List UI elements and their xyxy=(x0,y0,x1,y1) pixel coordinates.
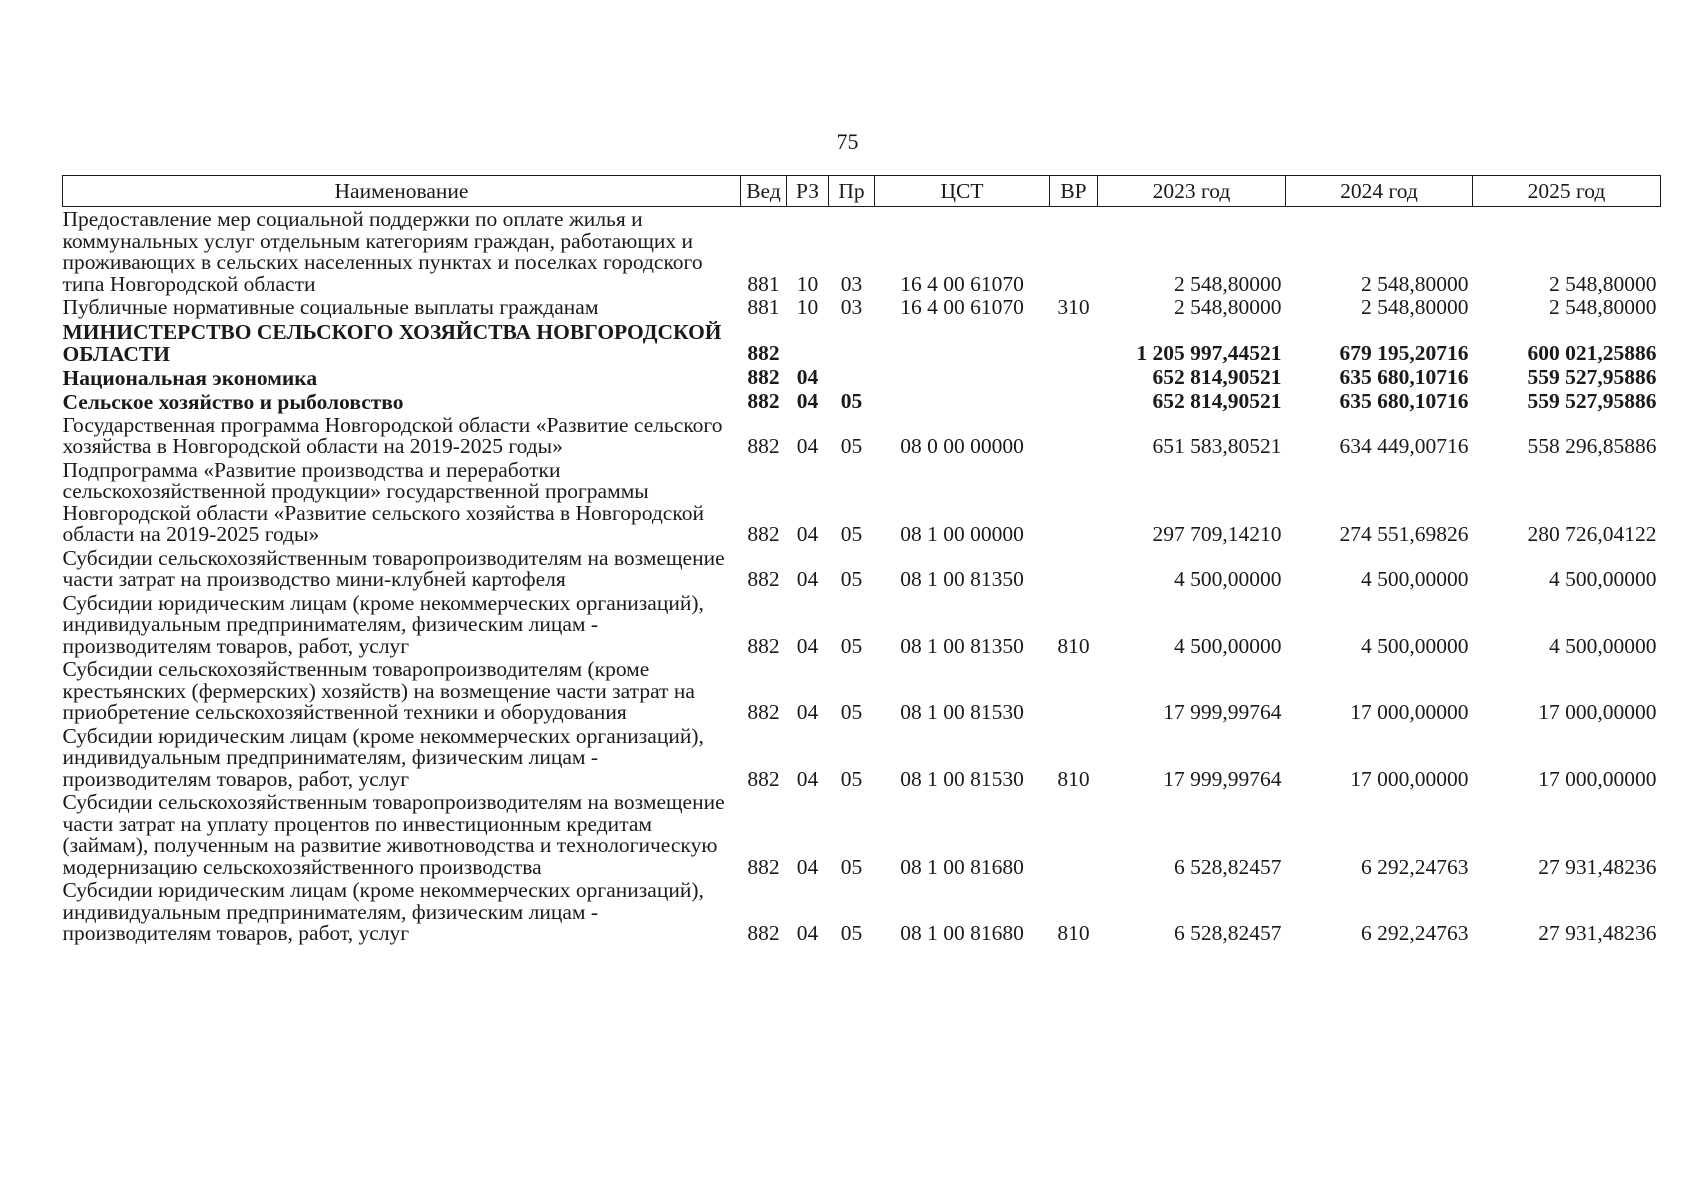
cell-vr xyxy=(1050,657,1098,724)
column-header-cst: ЦСТ xyxy=(875,176,1050,207)
cell-2025: 559 527,95886 xyxy=(1527,365,1657,389)
column-header-name: Наименование xyxy=(63,176,741,207)
cell-rz: 04 xyxy=(796,854,819,879)
cell-2024: 635 680,10716 xyxy=(1339,365,1469,389)
cell-name: Субсидии юридическим лицам (кроме некоммерческих организаций), индивидуальным предпринимателям, физическим лицам - производителям товаров, работ, услуг xyxy=(62,723,704,791)
cell-pr: 05 xyxy=(840,921,863,945)
table-body xyxy=(63,207,1661,945)
column-header-2024: 2024 год xyxy=(1286,176,1473,207)
cell-ved: 882 xyxy=(747,365,780,389)
table-row xyxy=(63,790,1661,878)
cell-cst: 08 1 00 81530 xyxy=(900,700,1024,724)
cell-cst: 16 4 00 61070 xyxy=(900,271,1024,296)
cell-rz: 10 xyxy=(796,271,819,296)
cell-2025: 2 548,80000 xyxy=(1549,295,1657,319)
cell-cst: 08 1 00 81680 xyxy=(900,921,1024,945)
cell-pr: 05 xyxy=(840,700,863,724)
cell-pr xyxy=(829,365,875,389)
cell-name: Сельское хозяйство и рыболовство xyxy=(62,389,404,414)
cell-rz: 04 xyxy=(796,567,819,591)
cell-2025: 4 500,00000 xyxy=(1549,633,1657,658)
cell-2025: 558 296,85886 xyxy=(1527,434,1657,458)
cell-cst: 08 1 00 00000 xyxy=(900,522,1024,546)
cell-name: Субсидии юридическим лицам (кроме некоммерческих организаций), индивидуальным предпринимателям, физическим лицам - производителям товаров, работ, услуг xyxy=(62,590,704,658)
cell-pr: 05 xyxy=(840,522,863,546)
cell-cst: 16 4 00 61070 xyxy=(900,295,1024,319)
cell-2024: 274 551,69826 xyxy=(1339,522,1469,546)
cell-2024: 4 500,00000 xyxy=(1361,633,1469,658)
table-row xyxy=(63,365,1661,389)
cell-2025: 27 931,48236 xyxy=(1538,854,1657,879)
cell-2023: 297 709,14210 xyxy=(1152,522,1282,546)
cell-vr xyxy=(1050,546,1098,591)
cell-2024: 17 000,00000 xyxy=(1350,766,1469,791)
cell-name: Субсидии сельскохозяйственным товаропроизводителям (кроме крестьянских (фермерских) хозяйств) на возмещение части затрат на приобретение сельскохозяйственной техники и оборудования xyxy=(62,657,695,724)
cell-cst: 08 1 00 81680 xyxy=(900,854,1024,879)
cell-2025: 27 931,48236 xyxy=(1538,921,1657,945)
table-row xyxy=(63,295,1661,319)
cell-ved: 882 xyxy=(747,854,780,879)
cell-2024: 6 292,24763 xyxy=(1361,854,1469,879)
cell-vr xyxy=(1050,458,1098,546)
cell-ved: 882 xyxy=(747,921,780,945)
cell-cst: 08 0 00 00000 xyxy=(900,434,1024,458)
column-header-2023: 2023 год xyxy=(1098,176,1286,207)
cell-rz: 04 xyxy=(796,434,819,458)
cell-ved: 882 xyxy=(747,700,780,724)
cell-2023: 4 500,00000 xyxy=(1174,567,1282,591)
cell-2025: 4 500,00000 xyxy=(1549,567,1657,591)
cell-ved: 882 xyxy=(747,434,780,458)
cell-pr: 05 xyxy=(840,389,863,413)
column-header-rz: РЗ xyxy=(787,176,829,207)
cell-2023: 651 583,80521 xyxy=(1152,434,1282,458)
page-number: 75 xyxy=(836,129,859,154)
cell-name: Субсидии сельскохозяйственным товаропроизводителям на возмещение части затрат на производство мини-клубней картофеля xyxy=(62,545,725,591)
cell-2023: 17 999,99764 xyxy=(1163,766,1282,791)
cell-vr xyxy=(1050,365,1098,389)
cell-2024: 6 292,24763 xyxy=(1361,921,1469,945)
table-row xyxy=(63,207,1661,296)
cell-2024: 679 195,20716 xyxy=(1339,341,1469,365)
cell-ved: 882 xyxy=(747,633,780,658)
cell-vr: 310 xyxy=(1057,295,1090,319)
cell-2023: 2 548,80000 xyxy=(1174,295,1282,319)
cell-cst: 08 1 00 81350 xyxy=(900,633,1024,658)
cell-cst xyxy=(875,389,1050,413)
cell-2023: 4 500,00000 xyxy=(1174,633,1282,658)
cell-name: Государственная программа Новгородской области «Развитие сельского хозяйства в Новгородской области на 2019-2025 годы» xyxy=(62,412,723,458)
cell-pr: 05 xyxy=(840,854,863,879)
cell-rz: 04 xyxy=(796,633,819,658)
cell-vr xyxy=(1050,413,1098,458)
cell-vr xyxy=(1050,319,1098,365)
cell-pr: 05 xyxy=(840,633,863,658)
cell-ved: 881 xyxy=(747,295,780,319)
table-row xyxy=(63,413,1661,458)
cell-2023: 1 205 997,44521 xyxy=(1136,341,1282,365)
cell-pr: 03 xyxy=(840,295,863,319)
cell-2024: 4 500,00000 xyxy=(1361,567,1469,591)
cell-vr xyxy=(1050,790,1098,878)
cell-ved: 882 xyxy=(747,389,780,413)
cell-2025: 600 021,25886 xyxy=(1527,341,1657,365)
table-row xyxy=(63,389,1661,413)
column-header-vr: ВР xyxy=(1050,176,1098,207)
cell-rz: 04 xyxy=(796,522,819,546)
cell-ved: 882 xyxy=(747,567,780,591)
cell-2025: 17 000,00000 xyxy=(1538,700,1657,724)
cell-ved: 881 xyxy=(747,271,780,296)
column-header-pr: Пр xyxy=(829,176,875,207)
cell-pr xyxy=(829,319,875,365)
table-row xyxy=(63,458,1661,546)
column-header-ved: Вед xyxy=(741,176,787,207)
cell-name: Субсидии юридическим лицам (кроме некоммерческих организаций), индивидуальным предпринимателям, физическим лицам - производителям товаров, работ, услуг xyxy=(62,878,704,945)
cell-2023: 17 999,99764 xyxy=(1163,700,1282,724)
cell-2024: 635 680,10716 xyxy=(1339,389,1469,413)
table-row xyxy=(63,591,1661,658)
cell-vr: 810 xyxy=(1057,921,1090,945)
cell-pr: 05 xyxy=(840,766,863,791)
cell-cst: 08 1 00 81350 xyxy=(900,567,1024,591)
table-row xyxy=(63,657,1661,724)
cell-rz: 04 xyxy=(796,365,819,389)
cell-vr: 810 xyxy=(1057,766,1090,791)
cell-2023: 6 528,82457 xyxy=(1174,854,1282,879)
cell-cst xyxy=(875,319,1050,365)
table-row xyxy=(63,319,1661,365)
cell-cst xyxy=(875,365,1050,389)
cell-vr: 810 xyxy=(1057,633,1090,658)
column-header-2025: 2025 год xyxy=(1473,176,1661,207)
cell-rz: 10 xyxy=(796,295,819,319)
cell-cst: 08 1 00 81530 xyxy=(900,766,1024,791)
cell-pr: 05 xyxy=(840,434,863,458)
cell-rz: 04 xyxy=(796,389,819,413)
cell-name: Национальная экономика xyxy=(62,365,318,390)
cell-pr: 03 xyxy=(840,271,863,296)
cell-name: Предоставление мер социальной поддержки по оплате жилья и коммунальных услуг отдельным категориям граждан, работающих и проживающих в сельских населенных пунктах и поселках городского типа Новгородской области xyxy=(62,207,703,296)
cell-2023: 652 814,90521 xyxy=(1152,365,1282,389)
cell-ved: 882 xyxy=(747,766,780,791)
cell-2024: 2 548,80000 xyxy=(1361,295,1469,319)
cell-name: МИНИСТЕРСТВО СЕЛЬСКОГО ХОЗЯЙСТВА НОВГОРОДСКОЙ ОБЛАСТИ xyxy=(62,319,722,366)
table-header-row xyxy=(63,176,1661,207)
table-row xyxy=(63,724,1661,791)
cell-name: Подпрограмма «Развитие производства и переработки сельскохозяйственной продукции» государственной программы Новгородской области «Развитие сельского хозяйства в Новгородской области на 2019-2025 годы» xyxy=(62,457,704,546)
cell-2025: 280 726,04122 xyxy=(1527,522,1657,546)
cell-2023: 6 528,82457 xyxy=(1174,921,1282,945)
cell-2025: 559 527,95886 xyxy=(1527,389,1657,413)
table-row xyxy=(63,878,1661,945)
cell-2023: 652 814,90521 xyxy=(1152,389,1282,413)
cell-2025: 2 548,80000 xyxy=(1549,271,1657,296)
budget-table xyxy=(62,175,1661,945)
cell-2024: 17 000,00000 xyxy=(1350,700,1469,724)
cell-2024: 2 548,80000 xyxy=(1361,271,1469,296)
cell-rz: 04 xyxy=(796,766,819,791)
cell-name: Публичные нормативные социальные выплаты гражданам xyxy=(62,295,599,319)
cell-rz: 04 xyxy=(796,921,819,945)
cell-vr xyxy=(1050,207,1098,296)
cell-2025: 17 000,00000 xyxy=(1538,766,1657,791)
cell-ved: 882 xyxy=(747,341,780,365)
cell-rz xyxy=(787,319,829,365)
cell-name: Субсидии сельскохозяйственным товаропроизводителям на возмещение части затрат на уплату процентов по инвестиционным кредитам (займам), полученным на развитие животноводства и технологическую модернизацию сельскохозяйственного производства xyxy=(62,790,725,879)
cell-pr: 05 xyxy=(840,567,863,591)
cell-2024: 634 449,00716 xyxy=(1339,434,1469,458)
cell-2023: 2 548,80000 xyxy=(1174,271,1282,296)
table-row xyxy=(63,546,1661,591)
cell-vr xyxy=(1050,389,1098,413)
cell-rz: 04 xyxy=(796,700,819,724)
cell-ved: 882 xyxy=(747,522,780,546)
